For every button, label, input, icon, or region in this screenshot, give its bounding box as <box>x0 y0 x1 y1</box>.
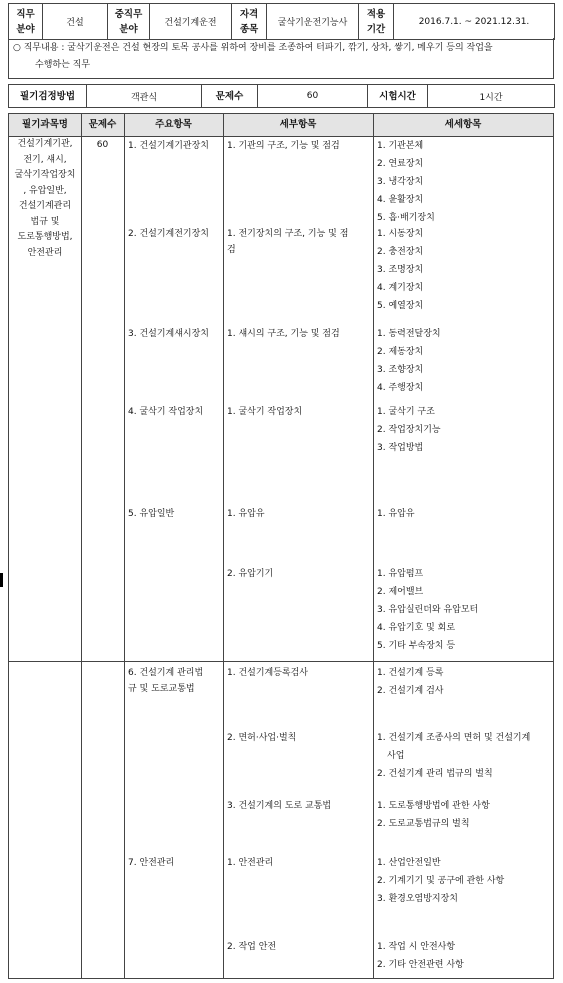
sub-detail-item: 2. 기계기기 및 공구에 관한 사항 <box>377 876 505 886</box>
main-item: 3. 건설기계섀시장치 <box>128 329 210 339</box>
header-subject: 필기과목명 <box>22 119 68 130</box>
col-divider <box>373 114 374 978</box>
sub-detail-list <box>377 137 553 227</box>
sub-detail-item: 4. 윤활장치 <box>377 195 424 205</box>
main-item: 2. 건설기계전기장치 <box>128 229 210 239</box>
sub-detail-item: 3. 환경오염방지장치 <box>377 894 459 904</box>
sub-detail-item: 2. 건설기계 검사 <box>377 686 444 696</box>
sub-detail-list <box>377 854 553 908</box>
sub-detail-item: 1. 동력전달장치 <box>377 329 441 339</box>
sub-detail-item: 2. 건설기계 관리 법규의 벌칙 <box>377 769 493 779</box>
sub-detail-list <box>377 565 553 655</box>
sub-detail-item: 3. 조향장치 <box>377 365 424 375</box>
header-sub-detail: 세세항목 <box>444 119 482 130</box>
sub-detail-item: 1. 작업 시 안전사항 <box>377 942 456 952</box>
question-count: 60 <box>96 140 109 150</box>
sub-detail-list <box>377 797 553 833</box>
duty-line-1: ○ 직무내용 : 굴삭기운전은 건설 현장의 토목 공사를 위하여 장비를 조종하여 터파기, 깎기, 상차, 쌓기, 메우기 등의 작업을 <box>13 43 493 53</box>
detail-item: 1. 굴삭기 작업장치 <box>227 407 303 417</box>
job-field-label: 직무 분야 <box>9 4 43 40</box>
header-main-item: 주요항목 <box>155 119 192 130</box>
sub-detail-item: 1. 유압유 <box>377 509 415 519</box>
sub-detail-item: 2. 연료장치 <box>377 159 424 169</box>
duty-description <box>8 38 554 79</box>
sub-detail-list <box>377 664 553 700</box>
mid-field-value: 건설기계운전 <box>150 4 232 40</box>
detail-item: 1. 기관의 구조, 기능 및 점검 <box>227 141 340 151</box>
detail-item: 1. 안전관리 <box>227 858 274 868</box>
header-detail-item: 세부항목 <box>279 119 317 130</box>
detail-item: 2. 유압기기 <box>227 569 274 579</box>
count-value: 60 <box>258 85 368 108</box>
period-label: 적용 기간 <box>359 4 394 40</box>
detail-item: 1. 전기장치의 구조, 기능 및 점 검 <box>227 229 349 255</box>
exam-info-table <box>8 84 555 108</box>
main-item: 1. 건설기계기관장치 <box>128 141 210 151</box>
main-item: 7. 안전관리 <box>128 858 175 868</box>
sub-detail-item: 3. 조명장치 <box>377 265 424 275</box>
sub-detail-item: 2. 제동장치 <box>377 347 424 357</box>
main-item: 5. 유압일반 <box>128 509 175 519</box>
detail-item: 2. 작업 안전 <box>227 942 277 952</box>
sub-detail-list <box>377 938 553 974</box>
subject-names: 건설기계기관, 전기, 섀시, 굴삭기작업장치 , 유압일반, 건설기계관리 법규 및 도로통행방법, 안전관리 <box>14 139 76 258</box>
sub-detail-item: 1. 시동장치 <box>377 229 424 239</box>
period-value: 2016.7.1. ~ 2021.12.31. <box>394 4 555 40</box>
sub-detail-item: 1. 유압펌프 <box>377 569 424 579</box>
cert-label: 자격 종목 <box>232 4 267 40</box>
sub-detail-list <box>377 325 553 397</box>
detail-item: 2. 면허·사업·벌칙 <box>227 733 297 743</box>
time-label: 시험시간 <box>368 85 428 108</box>
sub-detail-item: 2. 기타 안전관련 사항 <box>377 960 464 970</box>
sub-detail-item: 2. 도로교통법규의 벌칙 <box>377 819 470 829</box>
detail-item: 1. 섀시의 구조, 기능 및 점검 <box>227 329 340 339</box>
sub-detail-item: 5. 예열장치 <box>377 301 424 311</box>
sub-detail-item: 3. 작업방법 <box>377 443 424 453</box>
mid-field-label: 중직무 분야 <box>108 4 150 40</box>
method-value: 객관식 <box>87 85 202 108</box>
sub-detail-item: 4. 유압기호 및 회로 <box>377 623 456 633</box>
detail-item: 1. 유압유 <box>227 509 265 519</box>
sub-detail-item: 1. 산업안전일반 <box>377 858 441 868</box>
sub-detail-item: 2. 작업장치기능 <box>377 425 441 435</box>
header-count: 문제수 <box>88 119 117 130</box>
sub-detail-item: 1. 건설기계 조종사의 면허 및 건설기계 <box>377 733 531 743</box>
sub-detail-item: 1. 굴삭기 구조 <box>377 407 435 417</box>
time-value: 1시간 <box>428 85 555 108</box>
sub-detail-item: 3. 냉각장치 <box>377 177 424 187</box>
col-divider <box>81 114 82 978</box>
method-label: 필기검정방법 <box>9 85 87 108</box>
sub-detail-item: 5. 기타 부속장치 등 <box>377 641 456 651</box>
job-field-value: 건설 <box>43 4 108 40</box>
sub-detail-item: 2. 충전장치 <box>377 247 424 257</box>
sub-detail-item: 5. 흡·배기장치 <box>377 213 435 223</box>
table-header-row <box>9 114 553 137</box>
section-divider <box>9 661 553 662</box>
sub-detail-item: 사업 <box>387 751 405 761</box>
sub-detail-item: 1. 도로통행방법에 관한 사항 <box>377 801 490 811</box>
count-label: 문제수 <box>202 85 258 108</box>
sub-detail-item: 2. 제어밸브 <box>377 587 424 597</box>
col-divider <box>124 114 125 978</box>
sub-detail-item: 4. 주행장치 <box>377 383 424 393</box>
sub-detail-list <box>377 729 553 783</box>
criteria-table <box>8 113 554 979</box>
main-item: 4. 굴삭기 작업장치 <box>128 407 204 417</box>
sub-detail-item: 4. 계기장치 <box>377 283 424 293</box>
sub-detail-list <box>377 225 553 315</box>
duty-line-2: 수행하는 직무 <box>35 60 91 70</box>
header-table <box>8 3 555 40</box>
sub-detail-item: 3. 유압실린더와 유압모터 <box>377 605 479 615</box>
detail-item: 3. 건설기계의 도로 교통법 <box>227 801 332 811</box>
sub-detail-list <box>377 505 553 523</box>
detail-item: 1. 건설기계등록검사 <box>227 668 309 678</box>
sub-detail-item: 1. 기관본체 <box>377 141 424 151</box>
col-divider <box>223 114 224 978</box>
cert-value: 굴삭기운전기능사 <box>267 4 359 40</box>
sub-detail-item: 1. 건설기계 등록 <box>377 668 444 678</box>
margin-mark <box>0 573 3 587</box>
main-item: 6. 건설기계 관리법 규 및 도로교통법 <box>128 668 204 694</box>
sub-detail-list <box>377 403 553 457</box>
